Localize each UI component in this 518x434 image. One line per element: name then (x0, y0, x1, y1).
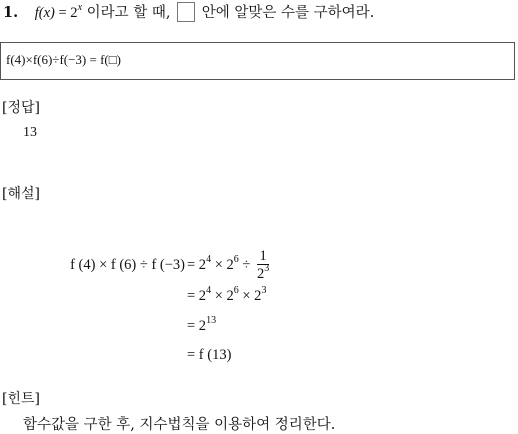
question-exponent: x (77, 2, 83, 14)
solution-step-1: = $2^4 \times 2^6$ ÷ $\frac{1}{2^3}$ (187, 248, 270, 282)
answer-value: 13 (23, 125, 37, 140)
solution-step-3: = $2^{13}$ (187, 315, 217, 334)
solution-step-4: = f (13) (187, 347, 232, 363)
question-text-after-blank: 안에 알맞은 수를 구하여라. (197, 5, 375, 21)
question-number: 1. (3, 4, 19, 21)
solution-fraction: $\frac{1}{2^3}$ (256, 248, 270, 282)
question-text-before-blank: 이라고 할 때, (82, 5, 176, 21)
solution-lhs: f (4) × f (6) ÷ f (−3) (70, 257, 185, 273)
question-function: f(x) (34, 5, 55, 21)
solution-label: [해설] (2, 186, 40, 202)
problem-expression: f(4)×f(6)÷f(−3) = f(□) (6, 52, 121, 67)
question-line (3, 2, 374, 23)
solution-step-2: = $2^4 \times 2^6 \times 2^3$ (187, 285, 267, 304)
answer-label: [정답] (2, 100, 40, 116)
answer-blank-box (177, 2, 195, 22)
hint-label: [힌트] (2, 391, 40, 407)
question-equals: = 2 (54, 5, 78, 21)
hint-text: 함수값을 구한 후, 지수법칙을 이용하여 정리한다. (23, 417, 336, 433)
